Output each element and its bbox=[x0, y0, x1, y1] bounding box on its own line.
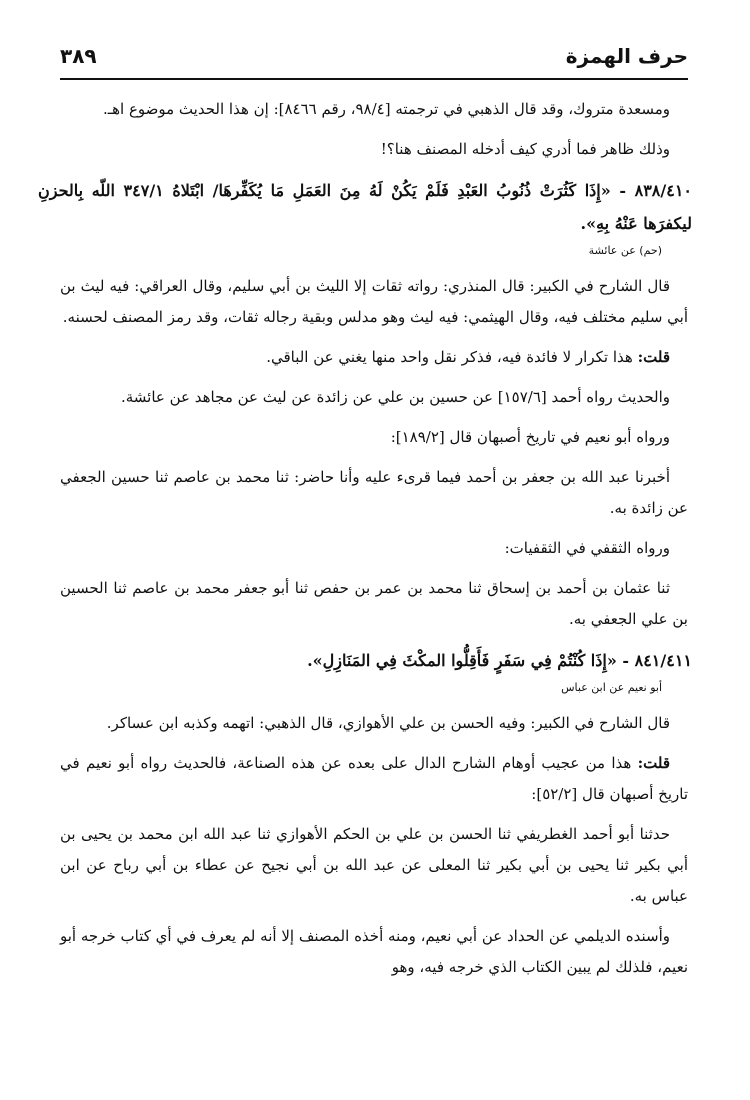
page-number: ٣٨٩ bbox=[60, 44, 97, 68]
hadith-body: «إِذَا كَثُرَتْ ذُنُوبُ العَبْدِ فَلَمْ يَكُنْ لَهُ مِنَ العَمَلِ مَا يُكَفِّرهَا/ ابْتَلاهُ ٣٤٧/١ اللّه بِالحزنِ ليكفرَها عَنْهُ بِهِ». bbox=[38, 181, 692, 233]
paragraph bbox=[60, 748, 688, 810]
paragraph-body: هذا تكرار لا فائدة فيه، فذكر نقل واحد منها يغني عن الباقي. bbox=[266, 348, 633, 366]
paragraph-body: هذا من عجيب أوهام الشارح الدال على بعده عن هذه الصناعة، فالحديث رواه أبو نعيم في تاريخ أصبهان قال [٥٢/٢]: bbox=[60, 754, 688, 803]
paragraph: قال الشارح في الكبير: قال المنذري: رواته ثقات إلا الليث بن أبي سليم، وقال العراقي: فيه ليث بن أبي سليم مختلف فيه، وقال الهيثمي: فيه ليث وهو مدلس وبقية رجاله ثقات، وقد رمز المصنف لحسنه. bbox=[60, 277, 688, 326]
paragraph: أخبرنا عبد الله بن جعفر بن أحمد فيما قرىء عليه وأنا حاضر: ثنا محمد بن عاصم ثنا حسين الجعفي عن زائدة به. bbox=[60, 468, 688, 517]
paragraph bbox=[60, 342, 688, 373]
paragraph: ومسعدة متروك، وقد قال الذهبي في ترجمته [٩٨/٤، رقم ٨٤٦٦]: إن هذا الحديث موضوع اهـ. bbox=[102, 100, 670, 118]
paragraph: ثنا عثمان بن أحمد بن إسحاق ثنا محمد بن عمر بن حفص ثنا أبو جعفر محمد بن عاصم ثنا الحسين بن علي الجعفي به. bbox=[60, 579, 688, 628]
paragraph: حدثنا أبو أحمد الغطريفي ثنا الحسن بن علي بن الحكم الأهوازي ثنا عبد الله ابن محمد بن يحيى بن أبي بكير ثنا يحيى بن أبي بكير ثنا المعلى عن عبد الله بن أبي نجيح عن عطاء بن أبي رباح عن ابن عباس به. bbox=[60, 825, 688, 905]
paragraph: ورواه أبو نعيم في تاريخ أصبهان قال [١٨٩/٢]: bbox=[390, 428, 670, 446]
hadith-number: ٨٣٨/٤١٠ bbox=[634, 181, 692, 200]
paragraph: وذلك ظاهر فما أدري كيف أدخله المصنف هنا؟! bbox=[380, 140, 670, 158]
hadith-text: ٨٤١/٤١١ - «إِذَا كُنْتُمْ فِي سَفَرٍ فَأَقِلُّوا المكْثَ فِي المَنَازِلِ». bbox=[307, 651, 692, 670]
paragraph: ورواه الثقفي في الثقفيات: bbox=[504, 539, 670, 557]
paragraph: قال الشارح في الكبير: وفيه الحسن بن علي الأهوازي، قال الذهبي: اتهمه وكذبه ابن عساكر. bbox=[106, 714, 670, 732]
page-body bbox=[38, 94, 692, 983]
hadith-source: (حم) عن عائشة bbox=[588, 244, 662, 257]
paragraph: والحديث رواه أحمد [١٥٧/٦] عن حسين بن علي عن زائدة عن ليث عن مجاهد عن عائشة. bbox=[120, 388, 670, 406]
hadith-body: «إِذَا كُنْتُمْ فِي سَفَرٍ فَأَقِلُّوا المكْثَ فِي المَنَازِلِ». bbox=[307, 651, 617, 670]
paragraph-lead: قلت: bbox=[637, 754, 670, 772]
paragraph: وأسنده الديلمي عن الحداد عن أبي نعيم، ومنه أخذه المصنف إلا أنه لم يعرف في أي كتاب خرجه أبو نعيم، فلذلك لم يبين الكتاب الذي خرجه فيه، وهو bbox=[60, 927, 688, 976]
hadith-number: ٨٤١/٤١١ bbox=[634, 651, 692, 670]
chapter-title: حرف الهمزة bbox=[565, 44, 688, 68]
hadith-source: أبو نعيم عن ابن عباس bbox=[561, 681, 662, 694]
hadith-text: ٨٣٨/٤١٠ - «إِذَا كَثُرَتْ ذُنُوبُ العَبْدِ فَلَمْ يَكُنْ لَهُ مِنَ العَمَلِ مَا يُكَفِّرهَا/ ابْتَلاهُ ٣٤٧/١ اللّه بِالحزنِ ليكفرَها عَنْهُ بِهِ». bbox=[38, 181, 692, 233]
page-header bbox=[60, 0, 688, 80]
paragraph-lead: قلت: bbox=[637, 348, 670, 366]
